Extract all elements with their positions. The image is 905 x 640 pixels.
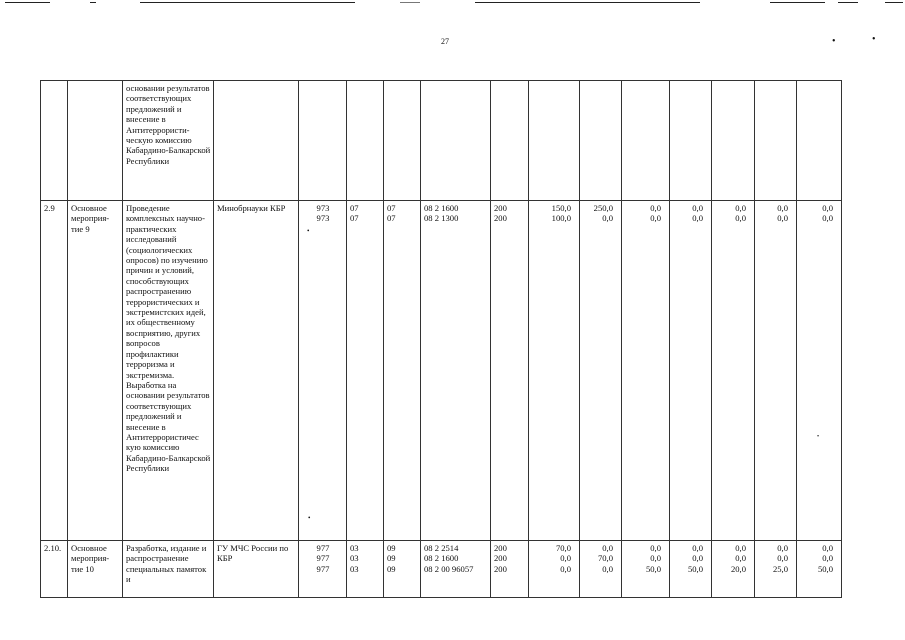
v3-value: 0,0 (650, 203, 661, 213)
v4-value: 0,0 (692, 543, 703, 553)
grbs-cell (299, 81, 347, 201)
activity-description-cell: основании результатов соответствующих предложений и внесение в Антитеррористи-ческую комиссию Кабардино-Балкарской Республики (123, 81, 214, 201)
rz-cell (347, 201, 384, 541)
v7-value: 0,0 (822, 553, 833, 564)
scan-speck: • (817, 434, 820, 440)
executor-cell (214, 81, 299, 201)
row-number-cell (41, 81, 68, 201)
executor-cell: ГУ МЧС России по КБР (214, 541, 299, 598)
scan-speck: • (872, 34, 876, 45)
v6-value: 0,0 (777, 203, 788, 213)
v6-cell (755, 201, 797, 541)
v2-value: 0,0 (602, 213, 613, 224)
v1-cell (529, 541, 580, 598)
v7-cell (797, 81, 842, 201)
v5-value: 20,0 (730, 563, 746, 574)
vr-value: 200 (494, 213, 507, 224)
scan-artifact-line (140, 2, 355, 3)
grbs-value: 977 (316, 553, 330, 564)
v3-value: 0,0 (650, 213, 661, 224)
scan-artifact-line (885, 2, 903, 3)
csr-cell (421, 81, 491, 201)
rz-cell (347, 541, 384, 598)
v7-value: 50,0 (817, 563, 833, 574)
activity-description-cell: Разработка, издание и распространение специальных памяток и (123, 541, 214, 598)
v5-value: 0,0 (735, 203, 746, 213)
scan-artifact-line (400, 2, 420, 3)
grbs-value: 977 (316, 563, 330, 574)
scan-speck: • (832, 36, 836, 47)
v4-cell (670, 81, 712, 201)
v3-cell (622, 81, 670, 201)
v2-cell (580, 541, 622, 598)
v7-value: 0,0 (822, 543, 833, 553)
v4-cell (670, 541, 712, 598)
v7-cell (797, 541, 842, 598)
v6-value: 0,0 (777, 543, 788, 553)
v5-cell (712, 541, 755, 598)
v2-cell (580, 81, 622, 201)
row-number-cell: 2.9 (41, 201, 68, 541)
activity-type-cell: Основное мероприя-тие 9 (68, 201, 123, 541)
vr-cell (491, 541, 529, 598)
scan-artifact-line (475, 2, 700, 3)
v6-value: 0,0 (777, 213, 788, 224)
v5-cell (712, 81, 755, 201)
rz-value: 03 (350, 553, 359, 564)
scan-artifact-line (838, 2, 858, 3)
grbs-cell (299, 201, 347, 541)
vr-value: 200 (494, 543, 507, 553)
v1-cell (529, 201, 580, 541)
csr-value: 08 2 1600 (424, 203, 459, 213)
v5-cell (712, 201, 755, 541)
v5-value: 0,0 (735, 553, 746, 564)
pr-cell (384, 201, 421, 541)
csr-cell (421, 201, 491, 541)
pr-value: 07 (387, 213, 396, 224)
pr-cell (384, 81, 421, 201)
v1-value: 0,0 (560, 563, 571, 574)
v2-value: 0,0 (602, 543, 613, 553)
v2-cell (580, 201, 622, 541)
v1-value: 100,0 (551, 213, 571, 224)
executor-cell: Минобрнауки КБР (214, 201, 299, 541)
v6-cell (755, 81, 797, 201)
pr-value: 09 (387, 553, 396, 564)
csr-value: 08 2 1600 (424, 553, 459, 564)
program-table (40, 80, 842, 598)
v7-value: 0,0 (822, 213, 833, 224)
vr-value: 200 (494, 553, 507, 564)
v3-value: 50,0 (645, 563, 661, 574)
vr-value: 200 (494, 203, 507, 213)
table-row (41, 201, 842, 541)
pr-value: 09 (387, 543, 396, 553)
v6-value: 0,0 (777, 553, 788, 564)
v3-value: 0,0 (650, 543, 661, 553)
scan-speck: • (308, 514, 311, 522)
v4-value: 0,0 (692, 203, 703, 213)
grbs-value: 973 (316, 203, 330, 213)
v1-value: 150,0 (551, 203, 571, 213)
pr-cell (384, 541, 421, 598)
scan-artifact-line (770, 2, 825, 3)
v4-value: 50,0 (687, 563, 703, 574)
rz-value: 07 (350, 203, 359, 213)
activity-type-cell: Основное мероприя-тие 10 (68, 541, 123, 598)
v2-value: 0,0 (602, 563, 613, 574)
vr-cell (491, 201, 529, 541)
table-row (41, 81, 842, 201)
pr-value: 07 (387, 203, 396, 213)
v3-value: 0,0 (650, 553, 661, 564)
rz-value: 03 (350, 543, 359, 553)
row-number-cell: 2.10. (41, 541, 68, 598)
grbs-value: 977 (316, 543, 330, 553)
v2-value: 70,0 (597, 553, 613, 564)
v1-cell (529, 81, 580, 201)
rz-value: 03 (350, 563, 359, 574)
scan-artifact-line (90, 2, 96, 3)
scan-speck: • (307, 227, 310, 235)
v1-value: 70,0 (555, 543, 571, 553)
v1-value: 0,0 (560, 553, 571, 564)
v3-cell (622, 201, 670, 541)
scan-artifact-line (5, 2, 50, 3)
csr-cell (421, 541, 491, 598)
v4-value: 0,0 (692, 213, 703, 224)
v4-value: 0,0 (692, 553, 703, 564)
page-number: 27 (441, 37, 449, 46)
vr-value: 200 (494, 563, 507, 574)
v7-cell (797, 201, 842, 541)
grbs-value: 973 (316, 213, 330, 224)
activity-description-cell: Проведение комплексных научно-практических исследований (социологических опросов) по изучению причин и условий, способствующих распространению террористических и экстремистских идей, их общественному восприятию, других вопросов профилактики терроризма и экстремизма. Выработка на основании результатов соответствующих предложений и внесение в Антитеррористичес кую комиссию Кабардино-Балкарской Республики (123, 201, 214, 541)
v2-value: 250,0 (593, 203, 613, 213)
csr-value: 08 2 2514 (424, 543, 459, 553)
csr-value: 08 2 1300 (424, 213, 459, 224)
pr-value: 09 (387, 563, 396, 574)
csr-value: 08 2 00 96057 (424, 563, 474, 574)
v4-cell (670, 201, 712, 541)
vr-cell (491, 81, 529, 201)
v5-value: 0,0 (735, 543, 746, 553)
rz-cell (347, 81, 384, 201)
rz-value: 07 (350, 213, 359, 224)
v7-value: 0,0 (822, 203, 833, 213)
v3-cell (622, 541, 670, 598)
v6-value: 25,0 (772, 563, 788, 574)
v6-cell (755, 541, 797, 598)
activity-type-cell (68, 81, 123, 201)
grbs-cell (299, 541, 347, 598)
v5-value: 0,0 (735, 213, 746, 224)
table-row (41, 541, 842, 598)
